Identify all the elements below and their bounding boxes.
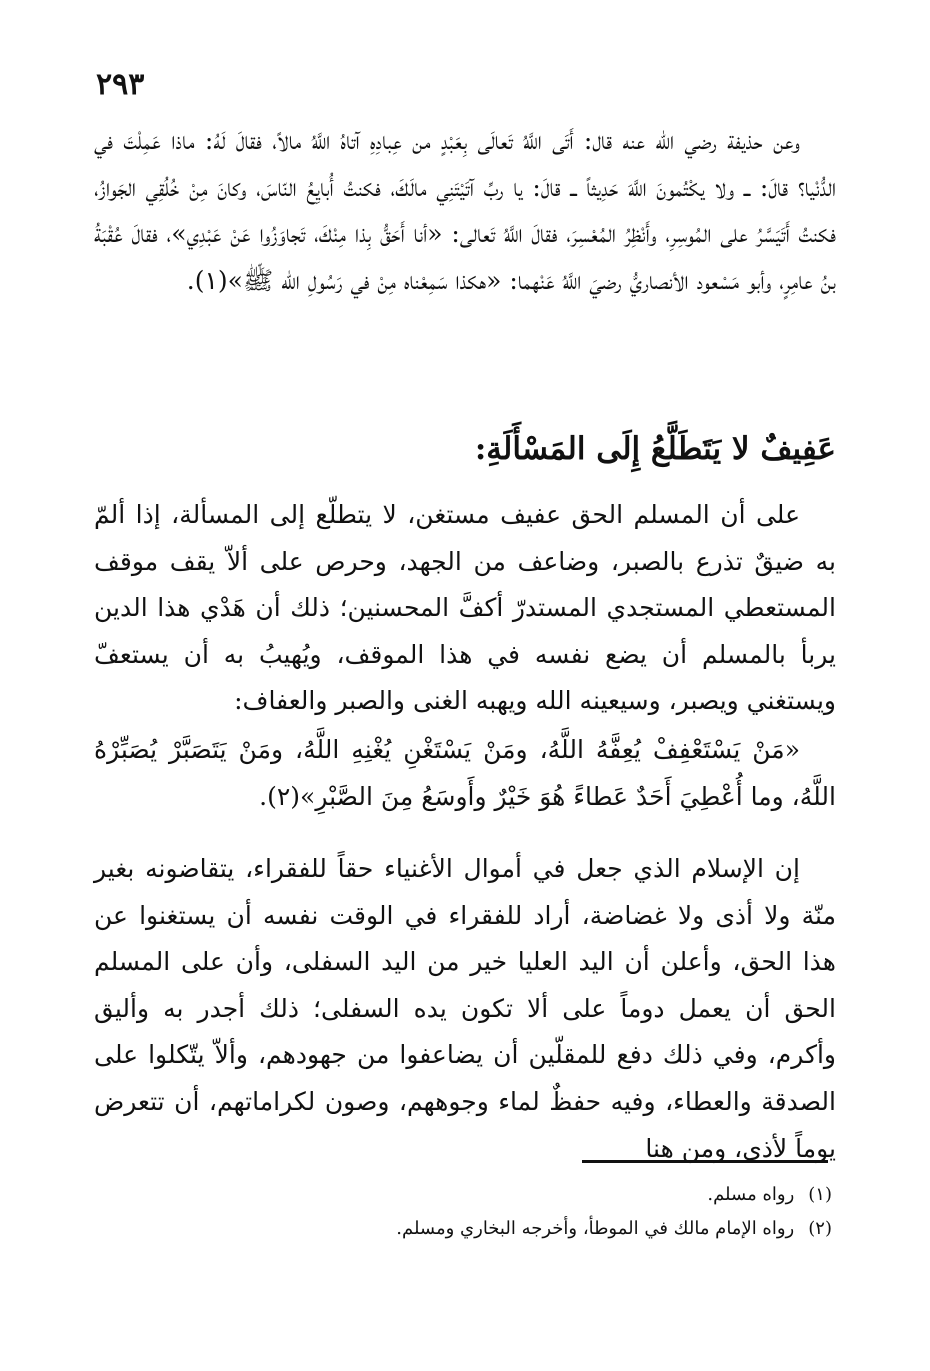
footnotes bbox=[90, 1178, 832, 1246]
footnote-text: رواه مسلم. bbox=[707, 1184, 795, 1205]
chaste-muslim-section bbox=[94, 492, 836, 725]
body-paragraph: على أن المسلم الحق عفيف مستغن، لا يتطلّع إلى المسألة، إذا ألمّ به ضيقٌ تذرع بالصبر، وضاعف من الجهد، وحرص على ألاّ يقف موقف المستعطي المستجدي المستدرّ أكفَّ المحسنين؛ ذلك أن هَدْي هذا الدين يربأ بالمسلم أن يضع نفسه في هذا الموقف، ويُهيبُ به أن يستعفّ ويستغني ويصبر، وسيعينه الله ويهبه الغنى والصبر والعفاف: bbox=[94, 500, 836, 716]
islam-wealth-section bbox=[94, 846, 836, 1172]
footnote bbox=[90, 1212, 832, 1246]
footnote-text: رواه الإمام مالك في الموطأ، وأخرجه البخاري ومسلم. bbox=[396, 1218, 795, 1239]
page-number: ٢٩٣ bbox=[96, 67, 145, 102]
footnote bbox=[90, 1178, 832, 1212]
body-paragraph: إن الإسلام الذي جعل في أموال الأغنياء حقاً للفقراء، يتقاضونه بغير منّة ولا أذى ولا غضاضة، أراد للفقراء في الوقت نفسه أن يستغنوا عن هذا الحق، وأعلن أن اليد العليا خير من اليد السفلى، وأن على المسلم الحق أن يعمل دوماً على ألا تكون يده السفلى؛ ذلك أجدر به وأليق وأكرم، وفي ذلك دفع للمقلّين أن يضاعفوا من جهودهم، وألاّ يتّكلوا على الصدقة والعطاء، وفيه حفظٌ لماء وجوههم، وصون لكراماتهم، أن تتعرض يوماً لأذى، ومن هنا bbox=[94, 854, 836, 1163]
body-paragraph: وعن حذيفة رضي الله عنه قال: أَتَى اللَّهُ تَعالَى بِعَبْدٍ من عِبادِهِ آتاهُ اللَّهُ مالاً، فقالَ لَهُ: ماذا عَمِلْتَ في الدُّنْيا؟ قالَ: ــ ولا يكْتُمونَ اللَّهَ حَدِيثاً ــ قالَ: يا ربِّ آتَيْتَنِي مالَكَ، فكنتُ أُبايِعُ النّاسَ، وكانَ مِنْ خُلُقِي الجَوازُ، فكنتُ أَتَيَسَّرُ على المُوسِرِ، وأَنْظِرُ المُعْسِرَ، فقالَ اللَّهُ تَعالى: «أنا أَحَقُّ بِذا مِنْكَ، تَجاوَزُوا عَنْ عَبْدِي»، فقالَ عُقْبَةُ بنُ عامِرٍ، وأبو مَسْعود الأنصاريُّ رضيَ اللَّهُ عَنْهما: «هكذا سَمِعْناه مِنْ في رَسُولِ الله ﷺ»(١). bbox=[94, 126, 836, 295]
footnote-divider bbox=[582, 1160, 828, 1163]
footnote-number: (١) bbox=[808, 1184, 832, 1205]
hadith-quote-section bbox=[94, 727, 836, 820]
footnote-number: (٢) bbox=[808, 1218, 832, 1239]
hadith-quote: «مَنْ يَسْتَعْفِفْ يُعِفَّهُ اللَّهُ، ومَنْ يَسْتَغْنِ يُغْنِهِ اللَّهُ، ومَنْ يَتَصَبَّرْ يُصَبِّرْهُ اللَّهُ، وما أُعْطِيَ أَحَدٌ عَطاءً هُوَ خَيْرٌ وأَوسَعُ مِنَ الصَّبْرِ»(٢). bbox=[94, 735, 836, 811]
section-heading: عَفِيفٌ لا يَتَطَلَّعُ إِلَى المَسْأَلَةِ: bbox=[474, 431, 836, 467]
hadith-hudhayfa-section bbox=[94, 118, 836, 304]
